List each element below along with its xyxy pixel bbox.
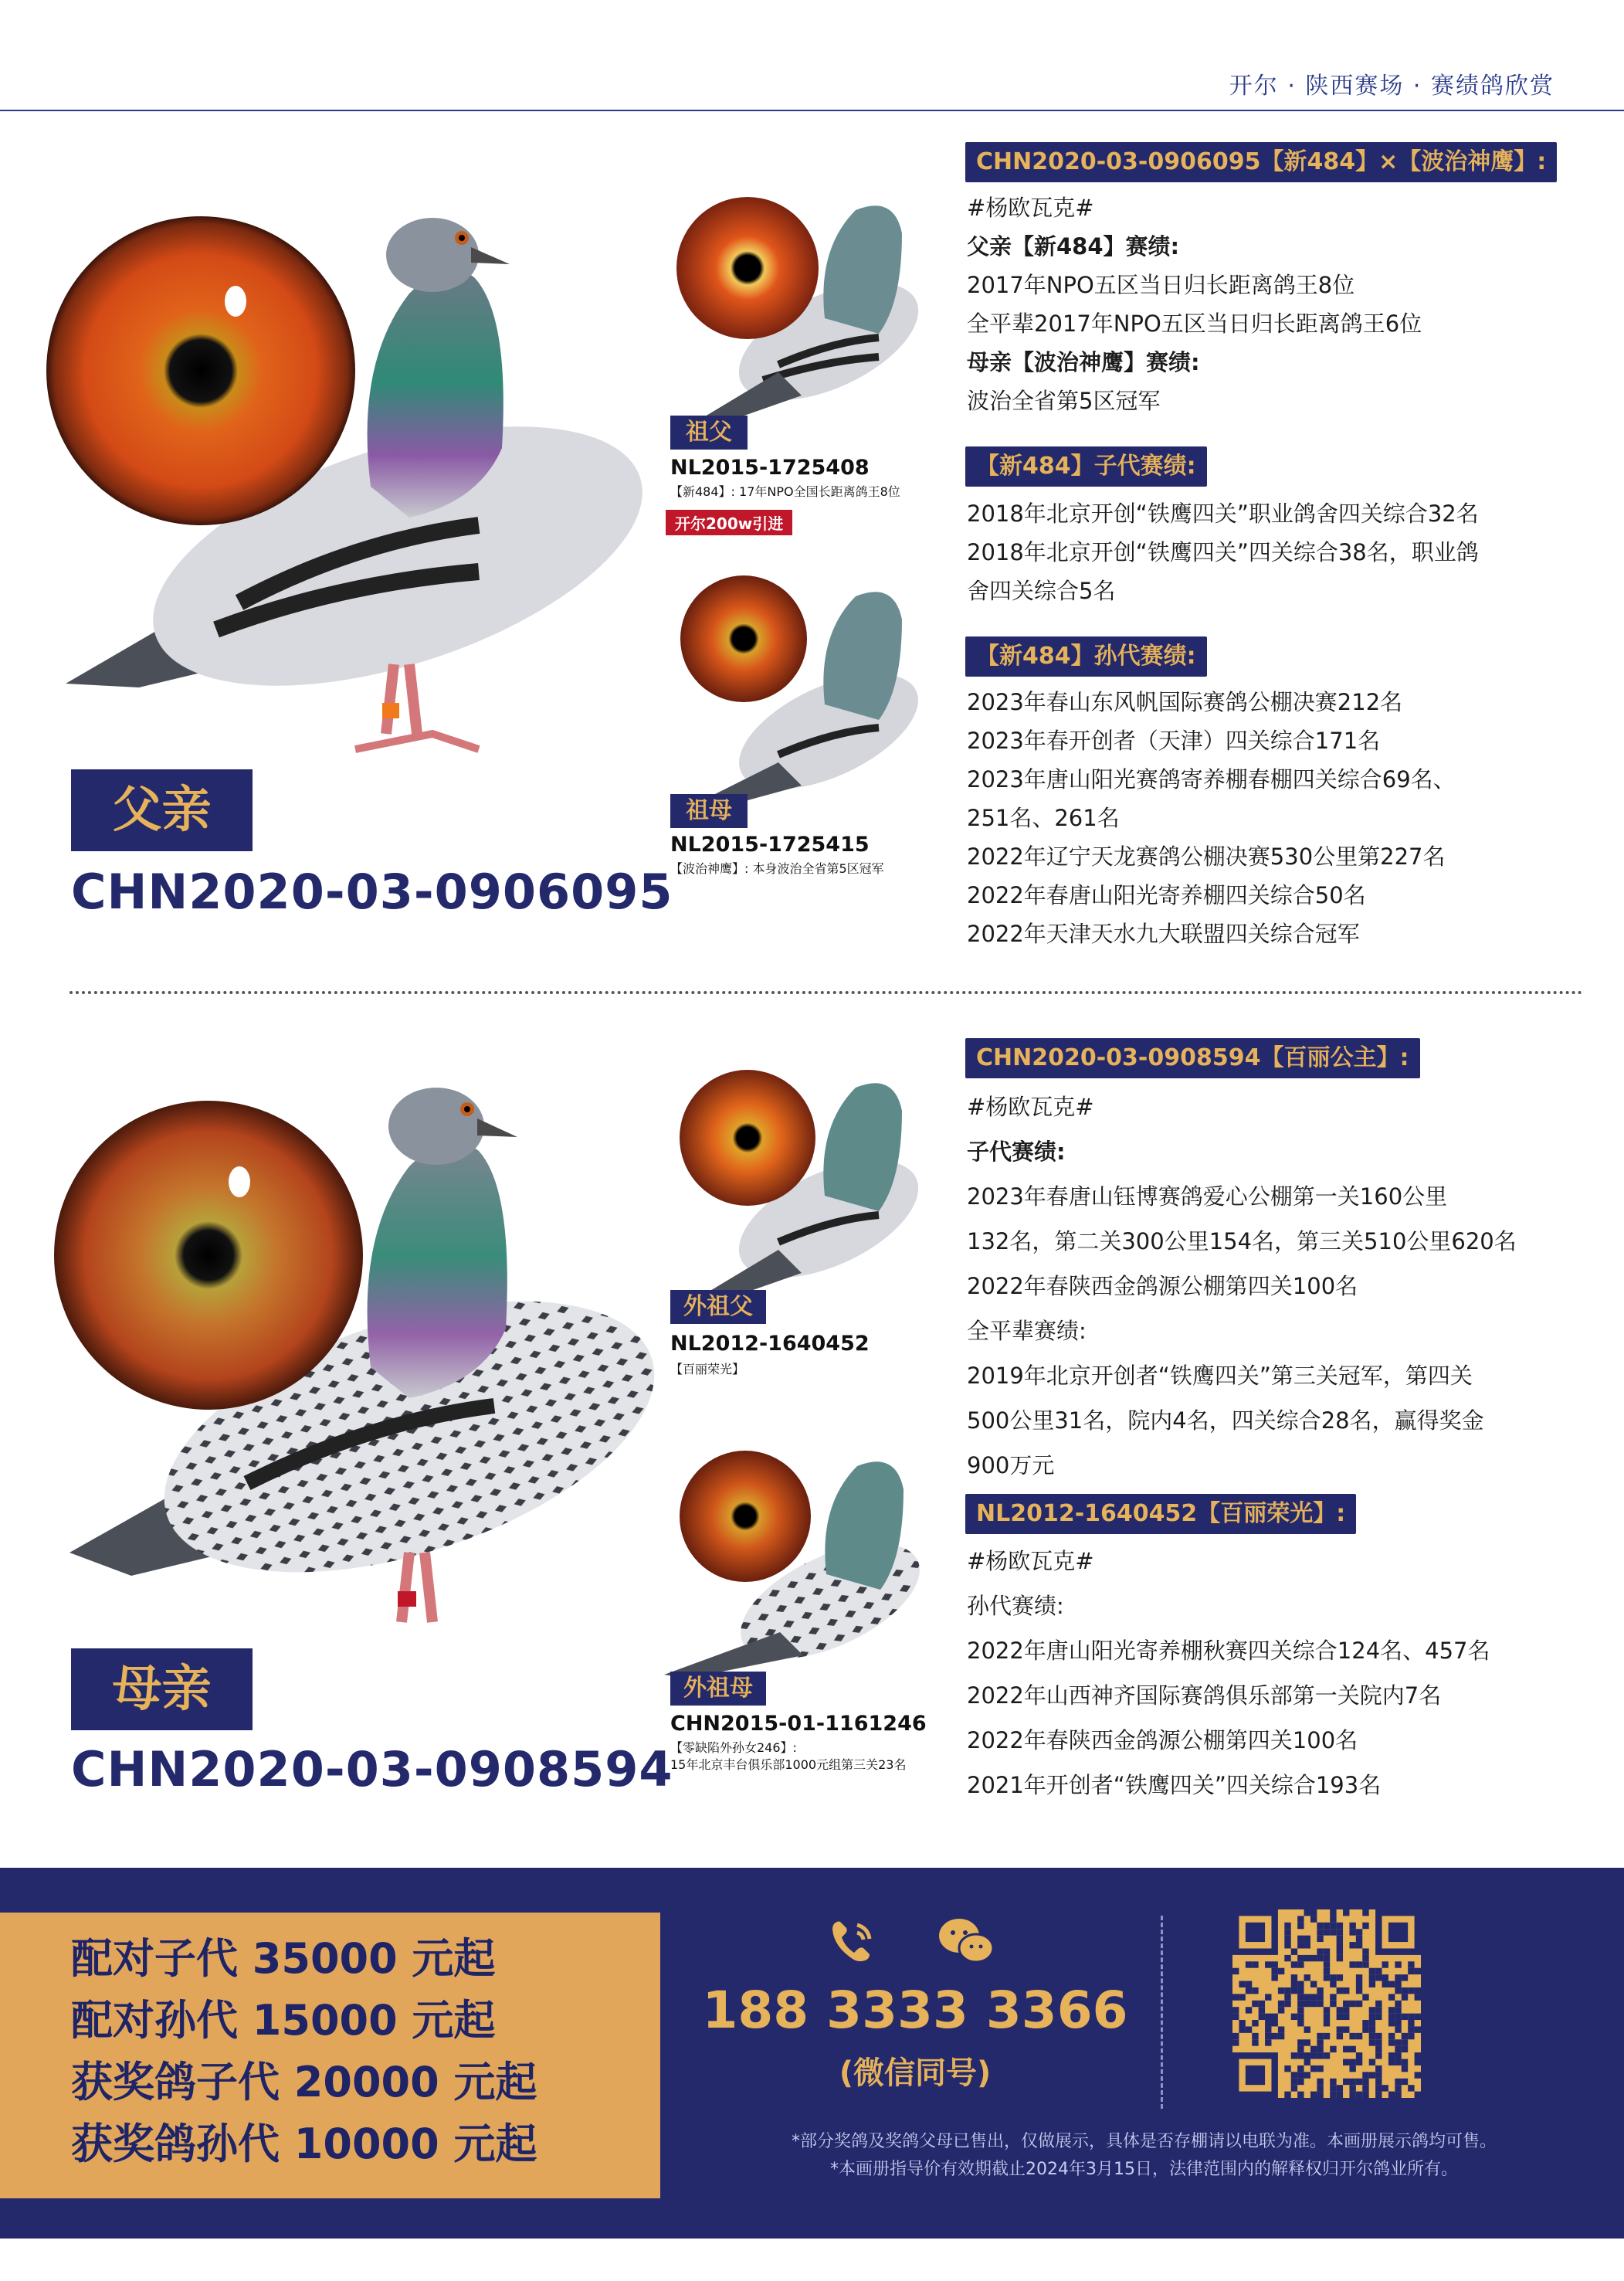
mother-info-line: 132名，第二关300公里154名，第三关510公里620名 bbox=[967, 1228, 1517, 1254]
maternal-grandfather-info-list bbox=[967, 1539, 1490, 1807]
father-info-list bbox=[967, 188, 1422, 420]
grandchildren-line: 251名、261名 bbox=[967, 805, 1120, 831]
grandchildren-list bbox=[967, 683, 1456, 953]
contact-phone[interactable]: 188 3333 3366 bbox=[702, 1981, 1128, 2040]
offspring-line: 舍四关综合5名 bbox=[967, 578, 1116, 604]
father-ring-number: CHN2020-03-0906095 bbox=[71, 864, 673, 920]
mother-ring-number: CHN2020-03-0908594 bbox=[71, 1741, 673, 1797]
footer-separator bbox=[1161, 1916, 1163, 2109]
mother-info-line: 2023年春唐山钰博赛鸽爱心公棚第一关160公里 bbox=[967, 1183, 1448, 1210]
father-info-line: 全平辈2017年NPO五区当日归长距离鸽王6位 bbox=[967, 311, 1422, 337]
mother-info-line: 全平辈赛绩: bbox=[967, 1318, 1087, 1344]
maternal-grandfather-ring: NL2012-1640452 bbox=[670, 1332, 870, 1356]
second-info-line: 2022年春陕西金鸽源公棚第四关100名 bbox=[967, 1727, 1358, 1753]
second-info-line: 2022年唐山阳光寄养棚秋赛四关综合124名、457名 bbox=[967, 1638, 1490, 1664]
mother-info-line: 子代赛绩: bbox=[967, 1139, 1066, 1165]
grandfather-ring: NL2015-1725408 bbox=[670, 456, 870, 480]
mother-info-list bbox=[967, 1084, 1517, 1488]
grandmother-ring: NL2015-1725415 bbox=[670, 833, 870, 857]
grandmother-tag: 祖母 bbox=[670, 794, 748, 828]
maternal-grandmother-image bbox=[656, 1443, 927, 1698]
section-divider bbox=[70, 991, 1583, 994]
father-info-line: 2017年NPO五区当日归长距离鸽王8位 bbox=[967, 272, 1355, 298]
grandfather-image bbox=[670, 187, 925, 442]
grandchildren-line: 2023年春山东风帆国际赛鸽公棚决赛212名 bbox=[967, 689, 1403, 715]
mother-info-line: #杨欧瓦克# bbox=[967, 1094, 1094, 1120]
price-line: 获奖鸽孙代 10000 元起 bbox=[71, 2120, 537, 2168]
header-rule bbox=[0, 110, 1624, 111]
price-box bbox=[0, 1913, 660, 2198]
mother-pigeon-image bbox=[46, 1066, 664, 1699]
maternal-grandfather-tag: 外祖父 bbox=[670, 1290, 766, 1324]
grandchildren-line: 2022年辽宁天龙赛鸽公棚决赛530公里第227名 bbox=[967, 843, 1446, 870]
price-line: 获奖鸽子代 20000 元起 bbox=[71, 2058, 537, 2106]
grandchildren-line: 2023年春开创者（天津）四关综合171名 bbox=[967, 728, 1381, 754]
qr-code[interactable] bbox=[1232, 1909, 1421, 2098]
mother-role-label: 母亲 bbox=[71, 1648, 253, 1730]
grandfather-note: 【新484】: 17年NPO全国长距离鸽王8位 bbox=[670, 484, 900, 499]
maternal-grandmother-note: 【零缺陷外孙女246】: bbox=[670, 1740, 797, 1755]
mother-info-line: 2022年春陕西金鸽源公棚第四关100名 bbox=[967, 1273, 1358, 1299]
father-pigeon-image bbox=[46, 193, 664, 796]
price-line: 配对子代 35000 元起 bbox=[71, 1934, 496, 1983]
disclaimer-note: *部分奖鸽及奖鸽父母已售出，仅做展示，具体是否存棚请以电联为准。本画册展示鸽均可售。 bbox=[791, 2132, 1497, 2151]
page-header-title: 开尔 · 陕西赛场 · 赛绩鸽欣赏 bbox=[1229, 73, 1554, 100]
offspring-line: 2018年北京开创“铁鹰四关”四关综合38名，职业鸽 bbox=[967, 539, 1479, 565]
mother-info-line: 2019年北京开创者“铁鹰四关”第三关冠军，第四关 bbox=[967, 1363, 1473, 1389]
offspring-title: 【新484】子代赛绩: bbox=[965, 446, 1207, 487]
father-info-title: CHN2020-03-0906095【新484】×【波治神鹰】: bbox=[965, 142, 1557, 182]
father-role-label: 父亲 bbox=[71, 769, 253, 851]
offspring-list bbox=[967, 494, 1479, 610]
import-badge: 开尔200w引进 bbox=[666, 510, 792, 535]
grandchildren-line: 2022年天津天水九大联盟四关综合冠军 bbox=[967, 921, 1360, 947]
maternal-grandmother-tag: 外祖母 bbox=[670, 1672, 766, 1706]
second-info-line: 2022年山西神齐国际赛鸽俱乐部第一关院内7名 bbox=[967, 1682, 1442, 1709]
maternal-grandfather-image bbox=[670, 1064, 925, 1319]
maternal-grandmother-ring: CHN2015-01-1161246 bbox=[670, 1712, 927, 1736]
mother-info-title: CHN2020-03-0908594【百丽公主】: bbox=[965, 1038, 1420, 1078]
grandmother-note: 【波治神鹰】: 本身波治全省第5区冠军 bbox=[670, 861, 884, 876]
maternal-grandfather-note: 【百丽荣光】 bbox=[670, 1362, 745, 1376]
phone-icon bbox=[826, 1914, 880, 1968]
father-info-line: 波治全省第5区冠军 bbox=[967, 388, 1161, 414]
second-info-line: #杨欧瓦克# bbox=[967, 1548, 1094, 1574]
mother-info-line: 900万元 bbox=[967, 1452, 1055, 1478]
maternal-grandfather-info-title: NL2012-1640452【百丽荣光】: bbox=[965, 1494, 1356, 1534]
grandchildren-line: 2022年春唐山阳光寄养棚四关综合50名 bbox=[967, 882, 1366, 908]
father-info-line: 母亲【波治神鹰】赛绩: bbox=[967, 349, 1200, 375]
grandmother-image bbox=[670, 565, 925, 820]
maternal-grandmother-note-2: 15年北京丰台俱乐部1000元组第三关23名 bbox=[670, 1757, 907, 1772]
disclaimer-note: *本画册指导价有效期截止2024年3月15日，法律范围内的解释权归开尔鸽业所有。 bbox=[830, 2160, 1458, 2179]
father-info-line: #杨欧瓦克# bbox=[967, 195, 1094, 221]
grandfather-tag: 祖父 bbox=[670, 416, 748, 450]
grandchildren-line: 2023年唐山阳光赛鸽寄养棚春棚四关综合69名、 bbox=[967, 766, 1456, 793]
wechat-note: (微信同号) bbox=[839, 2055, 992, 2091]
wechat-icon bbox=[936, 1914, 998, 1968]
price-line: 配对孙代 15000 元起 bbox=[71, 1996, 496, 2045]
mother-info-line: 500公里31名，院内4名，四关综合28名，赢得奖金 bbox=[967, 1407, 1484, 1434]
offspring-line: 2018年北京开创“铁鹰四关”职业鸽舍四关综合32名 bbox=[967, 501, 1479, 527]
second-info-line: 孙代赛绩: bbox=[967, 1593, 1064, 1619]
second-info-line: 2021年开创者“铁鹰四关”四关综合193名 bbox=[967, 1772, 1382, 1798]
grandchildren-title: 【新484】孙代赛绩: bbox=[965, 636, 1207, 677]
father-info-line: 父亲【新484】赛绩: bbox=[967, 233, 1180, 260]
